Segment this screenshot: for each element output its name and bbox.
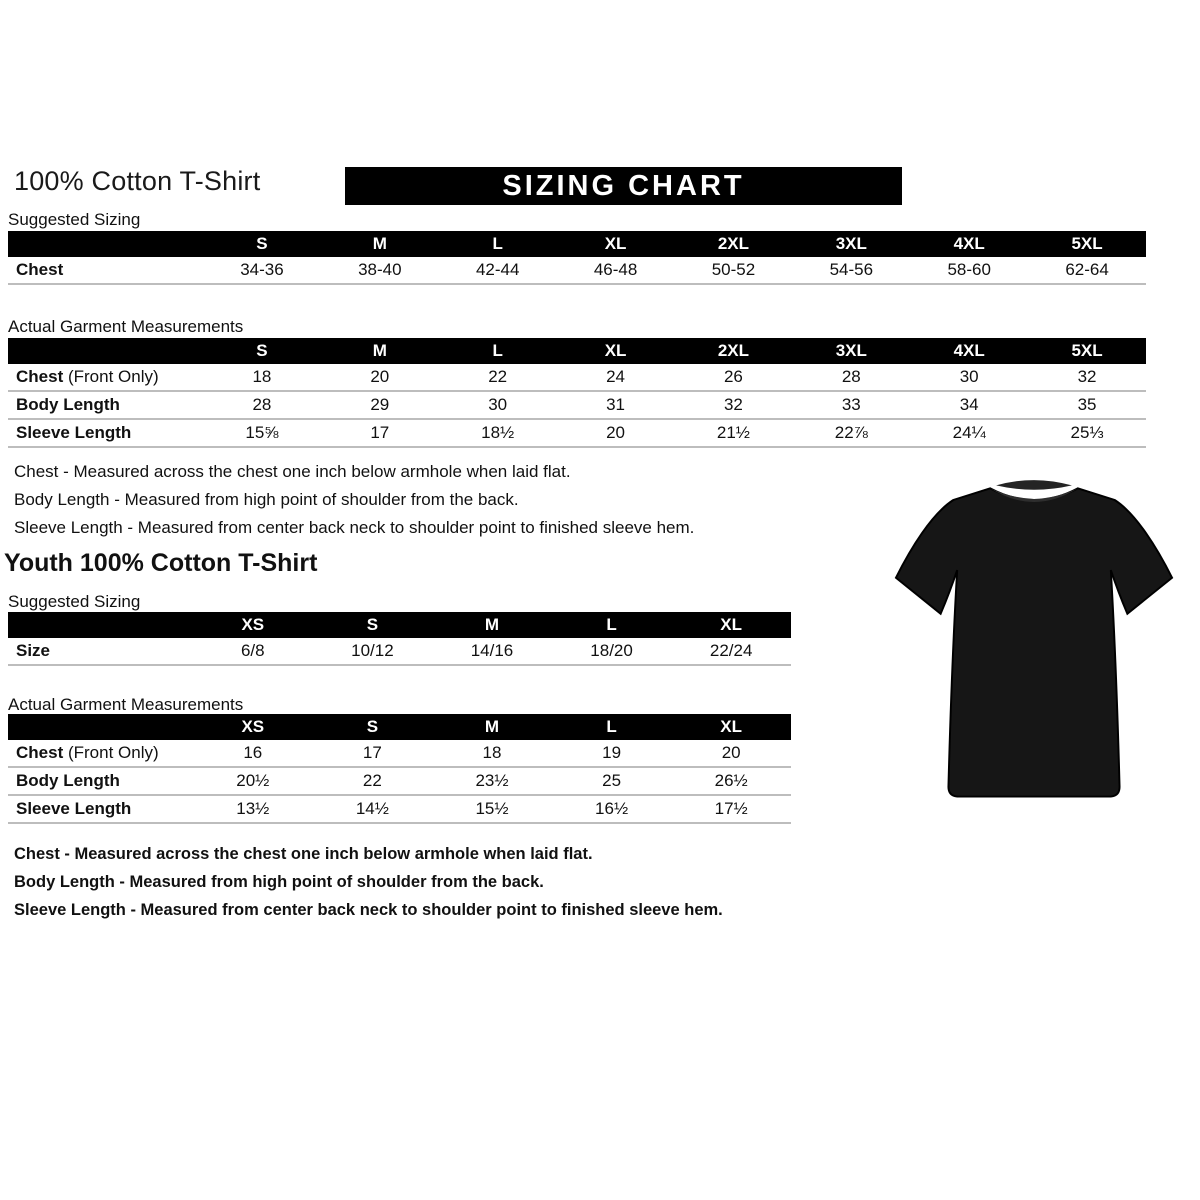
column-header: L [492,234,503,253]
column-header: 3XL [835,341,867,360]
column-header: S [366,615,379,634]
row-label: Size [16,641,51,660]
sizing-chart-banner: SIZING CHART [345,167,902,205]
column-header: 4XL [953,234,985,253]
value-cell: 28 [252,395,272,414]
row-label: Chest (Front Only) [16,743,159,762]
adult-actual-measurements-table [8,338,1146,448]
adult-title: 100% Cotton T-Shirt [14,166,261,196]
youth-suggested-sizing-table [8,612,791,666]
value-cell: 18½ [481,423,515,442]
column-header: XS [241,615,265,634]
value-cell: 30 [959,367,979,386]
table-row [8,768,791,796]
adult-suggested-sizing-table [8,231,1146,285]
table-row [8,392,1146,420]
column-header: M [372,234,387,253]
youth-title: Youth 100% Cotton T-Shirt [4,549,318,577]
column-header: 2XL [717,234,750,253]
value-cell: 28 [841,367,861,386]
value-cell: 22/24 [709,641,753,660]
note-line: Body Length - Measured from high point of shoulder from the back. [14,873,544,891]
column-header: 3XL [835,234,867,253]
table-header-row [8,338,1146,364]
column-header: 2XL [717,341,750,360]
column-header: 5XL [1071,234,1103,253]
value-cell: 62-64 [1065,260,1109,279]
value-cell: 20 [721,743,741,762]
column-header: 4XL [953,341,985,360]
table-header-row [8,231,1146,257]
value-cell: 35 [1077,395,1097,414]
table-row [8,638,791,666]
value-cell: 20 [606,423,626,442]
column-header: L [606,717,617,736]
value-cell: 18/20 [590,641,633,660]
value-cell: 54-56 [829,260,874,279]
value-cell: 25⅓ [1070,423,1104,442]
value-cell: 22 [362,771,382,790]
youth-actual-measurements-table [8,714,791,824]
note-line: Sleeve Length - Measured from center back neck to shoulder point to finished sleeve hem. [14,901,723,919]
value-cell: 26½ [714,771,748,790]
row-label: Body Length [16,771,120,790]
column-header: XL [720,717,743,736]
adult-measurement-notes [14,458,694,542]
note-line: Sleeve Length - Measured from center back neck to shoulder point to finished sleeve hem. [14,518,695,537]
value-cell: 16½ [595,799,629,818]
value-cell: 31 [606,395,626,414]
value-cell: 6/8 [240,641,265,660]
value-cell: 10/12 [351,641,394,660]
value-cell: 19 [602,743,622,762]
value-cell: 18 [482,743,502,762]
value-cell: 22⅞ [834,423,868,442]
column-header: L [606,615,617,634]
value-cell: 46-48 [593,260,638,279]
value-cell: 20 [370,367,390,386]
tshirt-image [893,466,1175,816]
adult-actual-measurements-label: Actual Garment Measurements [8,317,244,336]
value-cell: 30 [488,395,508,414]
note-line: Chest - Measured across the chest one inch below armhole when laid flat. [14,462,571,481]
column-header: S [256,341,268,360]
table-row [8,257,1146,285]
value-cell: 24¼ [952,423,986,442]
row-label: Body Length [16,395,120,414]
value-cell: 17 [362,743,382,762]
table-header-row [8,612,791,638]
note-line: Chest - Measured across the chest one inch below armhole when laid flat. [14,845,593,863]
column-header: M [484,717,500,736]
value-cell: 15½ [475,799,509,818]
value-cell: 50-52 [711,260,756,279]
table-row [8,364,1146,392]
column-header: XL [604,341,627,360]
value-cell: 14½ [355,799,389,818]
value-cell: 18 [252,367,272,386]
value-cell: 17 [370,423,390,442]
value-cell: 25 [602,771,622,790]
column-header: M [372,341,387,360]
column-header: 5XL [1071,341,1103,360]
table-header-row [8,714,791,740]
value-cell: 24 [606,367,626,386]
row-label: Chest (Front Only) [16,367,159,386]
value-cell: 34 [959,395,979,414]
value-cell: 32 [1077,367,1097,386]
value-cell: 42-44 [475,260,520,279]
column-header: S [366,717,379,736]
adult-suggested-sizing-label: Suggested Sizing [8,210,141,229]
tshirt-body [896,488,1172,796]
value-cell: 22 [488,367,508,386]
youth-actual-measurements-label: Actual Garment Measurements [8,695,244,714]
value-cell: 15⅝ [245,423,279,442]
table-row [8,740,791,768]
youth-measurement-notes [14,840,723,924]
value-cell: 34-36 [240,260,284,279]
column-header: XL [720,615,743,634]
value-cell: 29 [370,395,390,414]
table-row [8,420,1146,448]
value-cell: 58-60 [947,260,991,279]
note-line: Body Length - Measured from high point of shoulder from the back. [14,490,519,509]
row-label: Chest [16,260,64,279]
row-label: Sleeve Length [16,423,132,442]
value-cell: 17½ [714,799,748,818]
value-cell: 23½ [475,771,509,790]
row-label: Sleeve Length [16,799,132,818]
youth-suggested-sizing-label: Suggested Sizing [8,592,141,611]
table-row [8,796,791,824]
column-header: L [492,341,503,360]
value-cell: 20½ [236,771,270,790]
value-cell: 33 [841,395,861,414]
value-cell: 21½ [716,423,750,442]
column-header: XL [604,234,627,253]
tshirt-collar-back [996,480,1072,490]
column-header: XS [241,717,265,736]
value-cell: 32 [723,395,743,414]
value-cell: 38-40 [358,260,402,279]
value-cell: 16 [243,743,263,762]
value-cell: 13½ [236,799,270,818]
value-cell: 26 [723,367,743,386]
column-header: M [484,615,500,634]
column-header: S [256,234,268,253]
value-cell: 14/16 [470,641,514,660]
